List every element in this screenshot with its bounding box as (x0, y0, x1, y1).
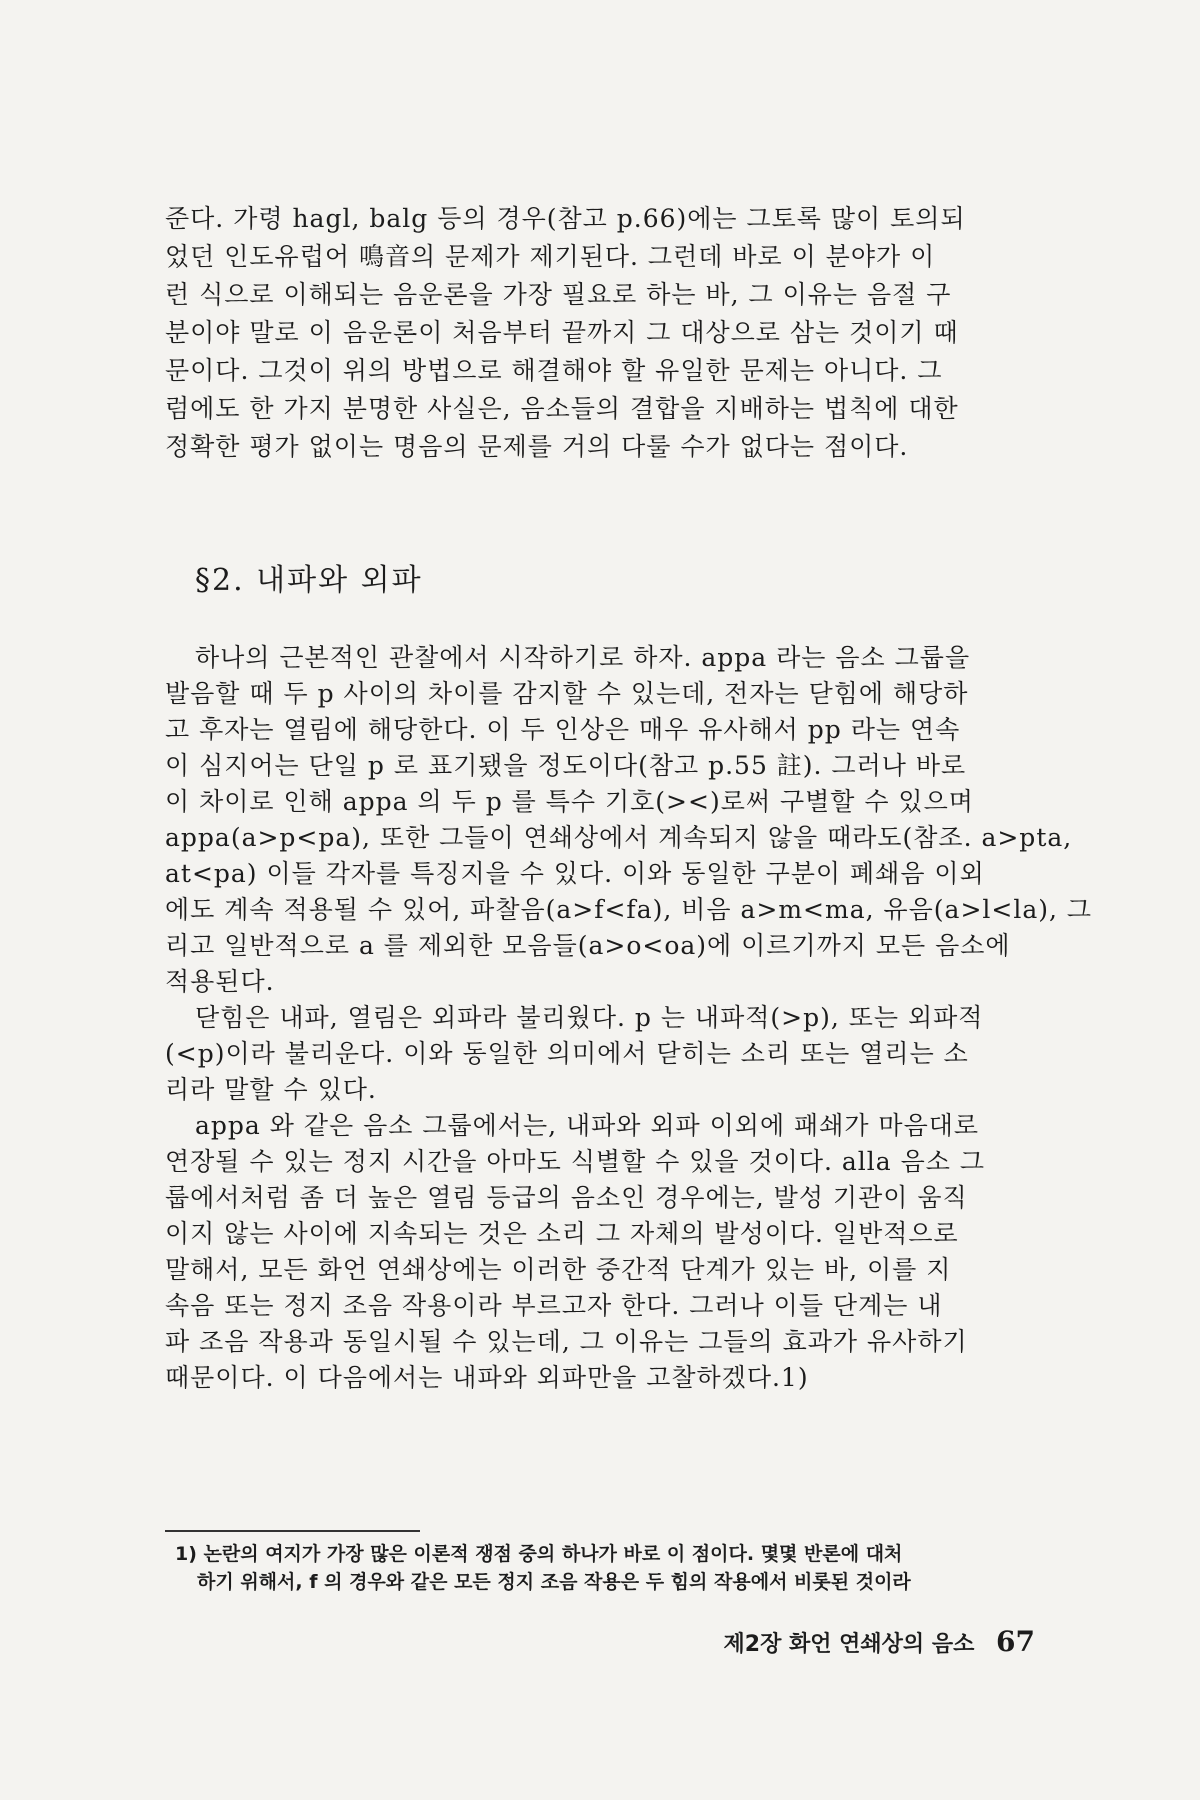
paragraph-continued (165, 200, 1035, 466)
text-line: 이 차이로 인해 appa 의 두 p 를 특수 기호(><)로써 구별할 수 있으며 (165, 787, 974, 816)
running-head: 제2장 화언 연쇄상의 음소 (723, 1632, 975, 1657)
text-line: 고 후자는 열림에 해당한다. 이 두 인상은 매우 유사해서 pp 라는 연속 (165, 715, 961, 744)
text-line: 정확한 평가 없이는 명음의 문제를 거의 다룰 수가 없다는 점이다. (165, 432, 909, 461)
text-line: 었던 인도유럽어 鳴音의 문제가 제기된다. 그런데 바로 이 분야가 이 (165, 242, 936, 271)
text-line: (<p)이라 불리운다. 이와 동일한 의미에서 닫히는 소리 또는 열리는 소 (165, 1039, 969, 1068)
text-line: 런 식으로 이해되는 음운론을 가장 필요로 하는 바, 그 이유는 음절 구 (165, 280, 952, 309)
text-line: at<pa) 이들 각자를 특징지을 수 있다. 이와 동일한 구분이 폐쇄음 이외 (165, 859, 985, 888)
text-line: 말해서, 모든 화언 연쇄상에는 이러한 중간적 단계가 있는 바, 이를 지 (165, 1255, 952, 1284)
text-line: 때문이다. 이 다음에서는 내파와 외파만을 고찰하겠다.1) (165, 1363, 809, 1392)
text-line: 연장될 수 있는 정지 시간을 아마도 식별할 수 있을 것이다. alla 음소 그 (165, 1147, 986, 1176)
text-line: 리라 말할 수 있다. (165, 1075, 377, 1104)
section-heading: §2. 내파와 외파 (195, 563, 423, 598)
running-footer (724, 1625, 1035, 1658)
text-line: 속음 또는 정지 조음 작용이라 부르고자 한다. 그러나 이들 단계는 내 (165, 1291, 943, 1320)
page-number: 67 (996, 1625, 1035, 1658)
text-line: 하나의 근본적인 관찰에서 시작하기로 하자. appa 라는 음소 그룹을 (195, 643, 971, 672)
text-line: 닫힘은 내파, 열림은 외파라 불리웠다. p 는 내파적(>p), 또는 외파적 (195, 1003, 984, 1032)
text-line: appa 와 같은 음소 그룹에서는, 내파와 외파 이외에 패쇄가 마음대로 (195, 1111, 980, 1140)
text-line: 룹에서처럼 좀 더 높은 열림 등급의 음소인 경우에는, 발성 기관이 움직 (165, 1183, 968, 1212)
text-line: 파 조음 작용과 동일시될 수 있는데, 그 이유는 그들의 효과가 유사하기 (165, 1327, 968, 1356)
text-line: 이지 않는 사이에 지속되는 것은 소리 그 자체의 발성이다. 일반적으로 (165, 1219, 959, 1248)
footnote-rule (165, 1530, 420, 1532)
footnote-line: 하기 위해서, f 의 경우와 같은 모든 정지 조음 작용은 두 힘의 작용에서 비롯된 것이라 (197, 1571, 911, 1593)
text-line: 럼에도 한 가지 분명한 사실은, 음소들의 결합을 지배하는 법칙에 대한 (165, 394, 959, 423)
text-line: 분이야 말로 이 음운론이 처음부터 끝까지 그 대상으로 삼는 것이기 때 (165, 318, 959, 347)
text-line: 준다. 가령 hagl, balg 등의 경우(참고 p.66)에는 그토록 많이 토의되 (165, 204, 966, 233)
text-line: 에도 계속 적용될 수 있어, 파찰음(a>f<fa), 비음 a>m<ma, 유음(a>l<la), 그 (165, 895, 1093, 924)
text-line: 이 심지어는 단일 p 로 표기됐을 정도이다(참고 p.55 註). 그러나 바로 (165, 751, 967, 780)
footnote (175, 1540, 1035, 1596)
footnote-line: 1) 논란의 여지가 가장 많은 이론적 쟁점 중의 하나가 바로 이 점이다. 몇몇 반론에 대처 (175, 1543, 903, 1565)
section-body (165, 640, 1093, 1396)
text-line: 발음할 때 두 p 사이의 차이를 감지할 수 있는데, 전자는 닫힘에 해당하 (165, 679, 969, 708)
text-line: appa(a>p<pa), 또한 그들이 연쇄상에서 계속되지 않을 때라도(참조. a>pta, (165, 823, 1073, 852)
text-line: 적용된다. (165, 967, 275, 996)
text-line: 리고 일반적으로 a 를 제외한 모음들(a>o<oa)에 이르기까지 모든 음소에 (165, 931, 1011, 960)
text-line: 문이다. 그것이 위의 방법으로 해결해야 할 유일한 문제는 아니다. 그 (165, 356, 943, 385)
